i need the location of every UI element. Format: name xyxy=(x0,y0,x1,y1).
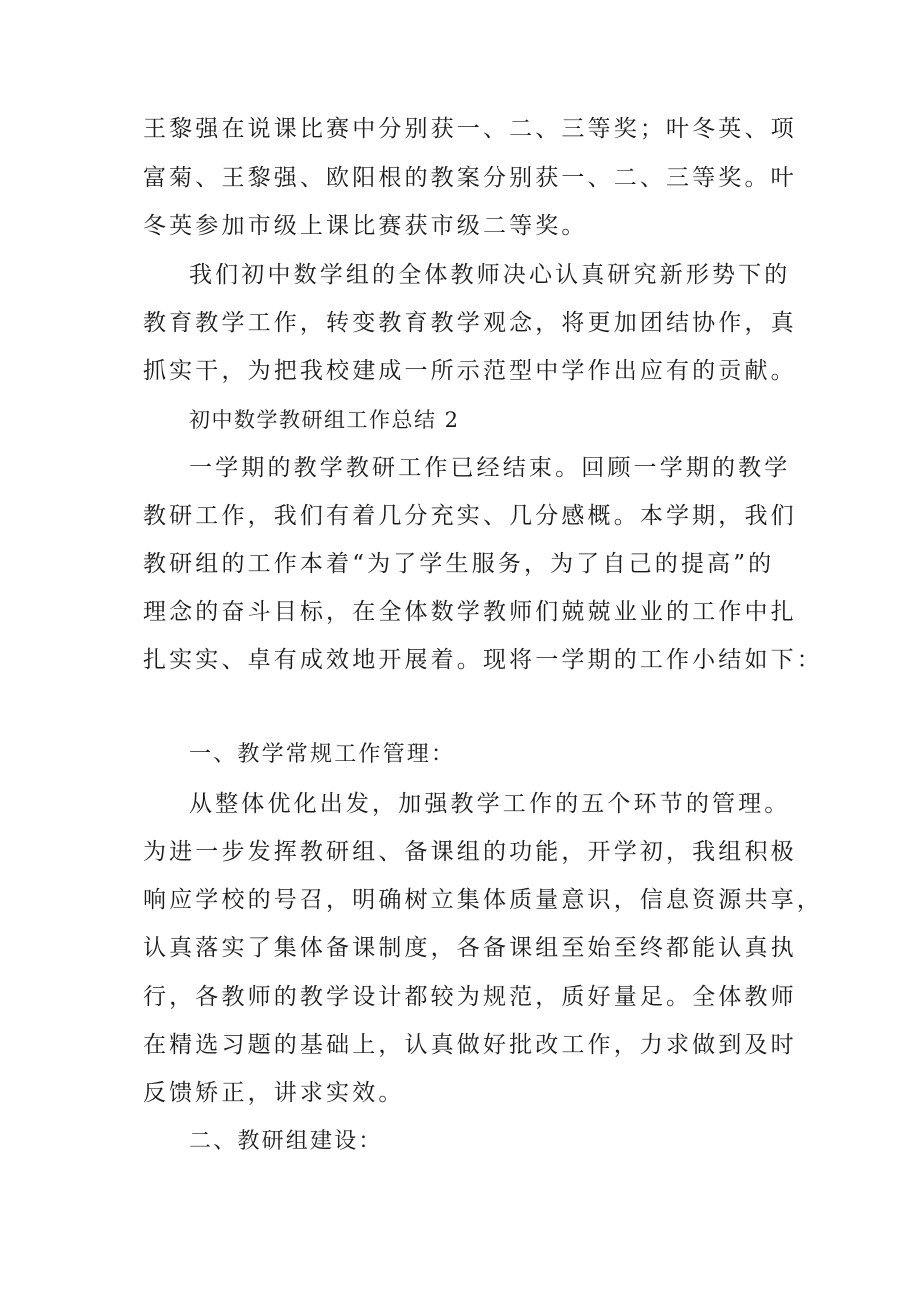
paragraph-4-line-1: 从整体优化出发，加强教学工作的五个环节的管理。 xyxy=(189,791,791,817)
paragraph-1-line-2: 富菊、王黎强、欧阳根的教案分别获一、二、三等奖。叶 xyxy=(143,165,797,191)
paragraph-4-line-7: 反馈矫正，讲求实效。 xyxy=(143,1080,405,1106)
paragraph-1-line-3: 冬英参加市级上课比赛获市级二等奖。 xyxy=(143,213,588,239)
paragraph-3-line-1: 一学期的教学教研工作已经结束。回顾一学期的教学 xyxy=(189,455,791,481)
section-title: 初中数学教研组工作总结 2 xyxy=(189,408,460,432)
paragraph-3-line-3: 教研组的工作本着“为了学生服务，为了自己的提高”的 xyxy=(143,551,775,577)
paragraph-3-line-4: 理念的奋斗目标，在全体数学教师们兢兢业业的工作中扎 xyxy=(143,599,797,625)
paragraph-2-line-2: 教育教学工作，转变教育教学观念，将更加团结协作，真 xyxy=(143,310,797,336)
paragraph-3-line-5: 扎实实、卓有成效地开展着。现将一学期的工作小结如下： xyxy=(143,647,823,673)
paragraph-4-line-3: 响应学校的号召，明确树立集体质量意识，信息资源共享， xyxy=(143,887,823,913)
paragraph-4-line-2: 为进一步发挥教研组、备课组的功能，开学初，我组积极 xyxy=(143,839,797,865)
paragraph-4-line-6: 在精选习题的基础上，认真做好批改工作，力求做到及时 xyxy=(143,1032,797,1058)
paragraph-4-line-5: 行，各教师的教学设计都较为规范，质好量足。全体教师 xyxy=(143,984,797,1010)
heading-2: 二、教研组建设： xyxy=(189,1129,383,1154)
heading-1: 一、教学常规工作管理： xyxy=(189,742,456,767)
paragraph-3-line-2: 教研工作，我们有着几分充实、几分感概。本学期，我们 xyxy=(143,503,797,529)
paragraph-2-line-1: 我们初中数学组的全体教师决心认真研究新形势下的 xyxy=(189,262,791,288)
paragraph-4-line-4: 认真落实了集体备课制度，各备课组至始至终都能认真执 xyxy=(143,935,797,961)
paragraph-2-line-3: 抓实干，为把我校建成一所示范型中学作出应有的贡献。 xyxy=(143,358,797,384)
paragraph-1-line-1: 王黎强在说课比赛中分别获一、二、三等奖；叶冬英、项 xyxy=(143,116,797,142)
